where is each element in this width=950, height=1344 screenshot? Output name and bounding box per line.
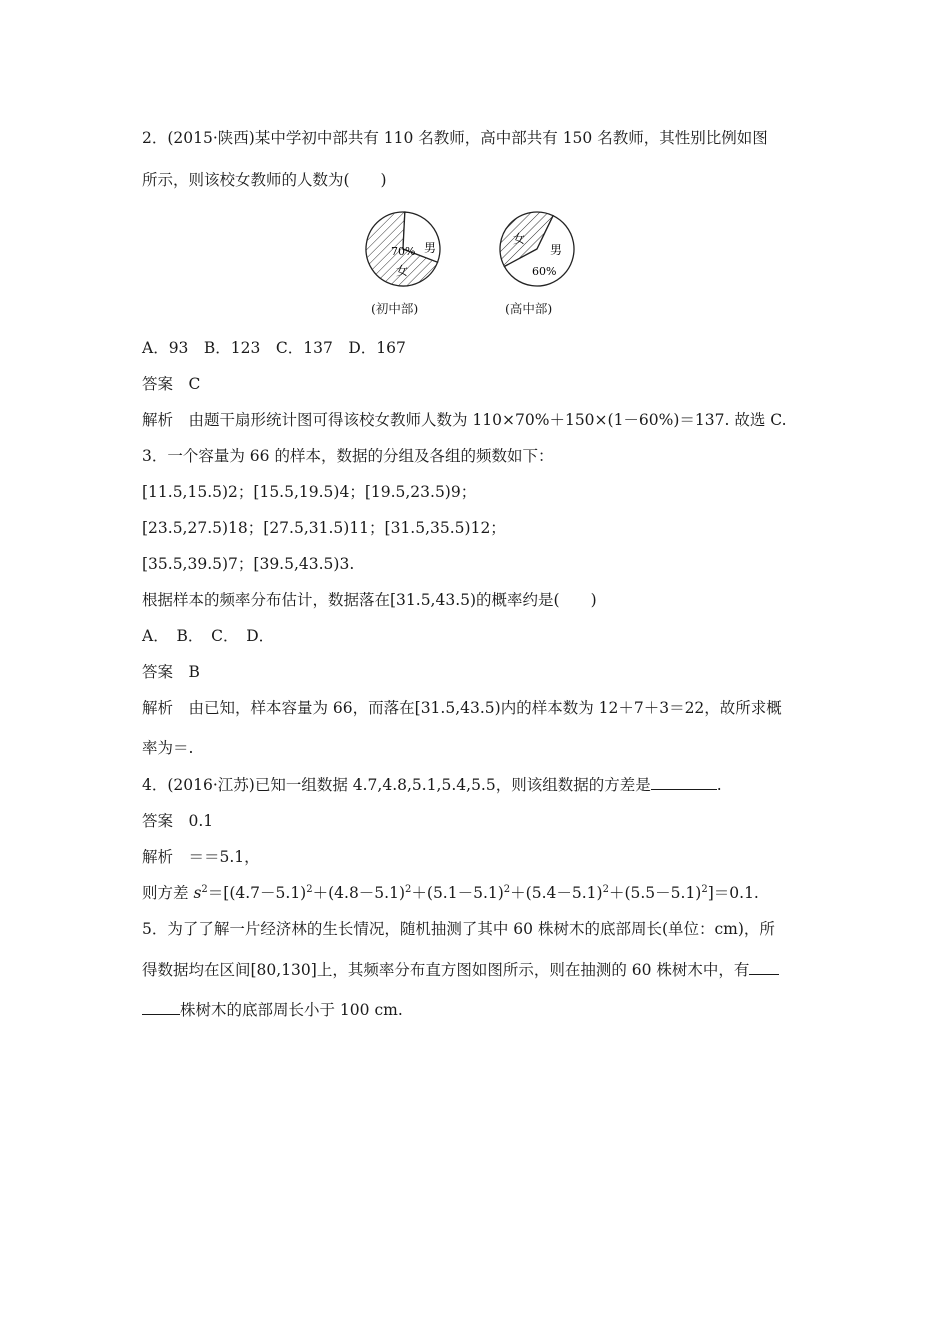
variance-term-4: ＋(5.4－5.1) — [510, 884, 603, 902]
q5-stem-line2 — [142, 960, 779, 980]
q4-answer-blank — [651, 775, 717, 790]
junior-female-label: 女 — [396, 264, 409, 278]
variance-term-1: ＝[(4.7－5.1) — [207, 884, 307, 902]
q4-stem — [142, 775, 722, 795]
senior-male-label: 男 — [550, 243, 563, 257]
variance-term-2: ＋(4.8－5.1) — [312, 884, 406, 902]
q4-stem-text: 4．(2016·江苏)已知一组数据 4.7,4.8,5.1,5.4,5.5，则该组数据的方差是 — [142, 776, 651, 794]
q5-answer-blank-part1 — [749, 960, 779, 975]
variance-term-5: ＋(5.5－5.1) — [608, 884, 702, 902]
q2-options: A．93 B．123 C．137 D．167 — [142, 339, 406, 357]
q3-data-line1: [11.5,15.5)2；[15.5,19.5)4；[19.5,23.5)9； — [142, 483, 477, 501]
senior-female-label: 女 — [513, 232, 526, 246]
junior-pie — [366, 212, 440, 286]
q3-options: A． B． C． D． — [142, 627, 275, 645]
q3-data-line3: [35.5,39.5)7；[39.5,43.5)3. — [142, 555, 355, 573]
q3-answer: 答案 B — [142, 663, 200, 681]
senior-caption: (高中部) — [505, 301, 553, 316]
q2-stem-line1: 2．(2015·陕西)某中学初中部共有 110 名教师，高中部共有 150 名教师，其性别比例如图 — [142, 129, 768, 147]
q5-stem-line3-text: 株树木的底部周长小于 100 cm. — [180, 1001, 403, 1019]
variance-term-3: ＋(5.1－5.1) — [411, 884, 504, 902]
q5-stem-line1: 5．为了了解一片经济林的生长情况，随机抽测了其中 60 株树木的底部周长(单位：cm)，所 — [142, 920, 775, 938]
q2-analysis: 解析 由题干扇形统计图可得该校女教师人数为 110×70%＋150×(1－60%)＝137. 故选 C. — [142, 411, 787, 429]
term-5-exponent: 2 — [701, 883, 708, 895]
q4-variance-line — [142, 883, 759, 903]
term-4-exponent: 2 — [602, 883, 609, 895]
senior-pie — [500, 212, 574, 286]
variance-prefix: 则方差 — [142, 884, 194, 902]
junior-female-pct: 70% — [391, 245, 416, 258]
variance-result: ]＝0.1. — [707, 884, 759, 902]
q5-answer-blank-part2 — [142, 1000, 180, 1015]
junior-caption: (初中部) — [371, 301, 419, 316]
variance-exponent: 2 — [201, 883, 208, 895]
term-1-exponent: 2 — [306, 883, 313, 895]
q5-stem-line3 — [142, 1000, 403, 1020]
q3-data-line2: [23.5,27.5)18；[27.5,31.5)11；[31.5,35.5)12； — [142, 519, 506, 537]
q5-stem-line2-text: 得数据均在区间[80,130]上，其频率分布直方图如图所示，则在抽测的 60 株树木中，有 — [142, 961, 750, 979]
q2-answer: 答案 C — [142, 375, 201, 393]
q4-stem-end: . — [716, 776, 722, 794]
senior-male-pct: 60% — [532, 265, 557, 278]
q3-analysis-line1: 解析 由已知，样本容量为 66，而落在[31.5,43.5)内的样本数为 12＋7＋3＝22，故所求概 — [142, 699, 782, 717]
variance-symbol: s — [193, 884, 202, 902]
term-2-exponent: 2 — [405, 883, 412, 895]
q4-answer: 答案 0.1 — [142, 812, 214, 830]
term-3-exponent: 2 — [503, 883, 511, 895]
q2-stem-line2: 所示，则该校女教师的人数为( ) — [142, 171, 387, 189]
q4-analysis-line1: 解析 ＝＝5.1， — [142, 848, 260, 866]
junior-male-label: 男 — [424, 241, 437, 255]
q3-analysis-line2: 率为＝. — [142, 739, 194, 757]
q3-stem: 3．一个容量为 66 的样本，数据的分组及各组的频数如下： — [142, 447, 554, 465]
q3-question: 根据样本的频率分布估计，数据落在[31.5,43.5)的概率约是( ) — [142, 591, 597, 609]
